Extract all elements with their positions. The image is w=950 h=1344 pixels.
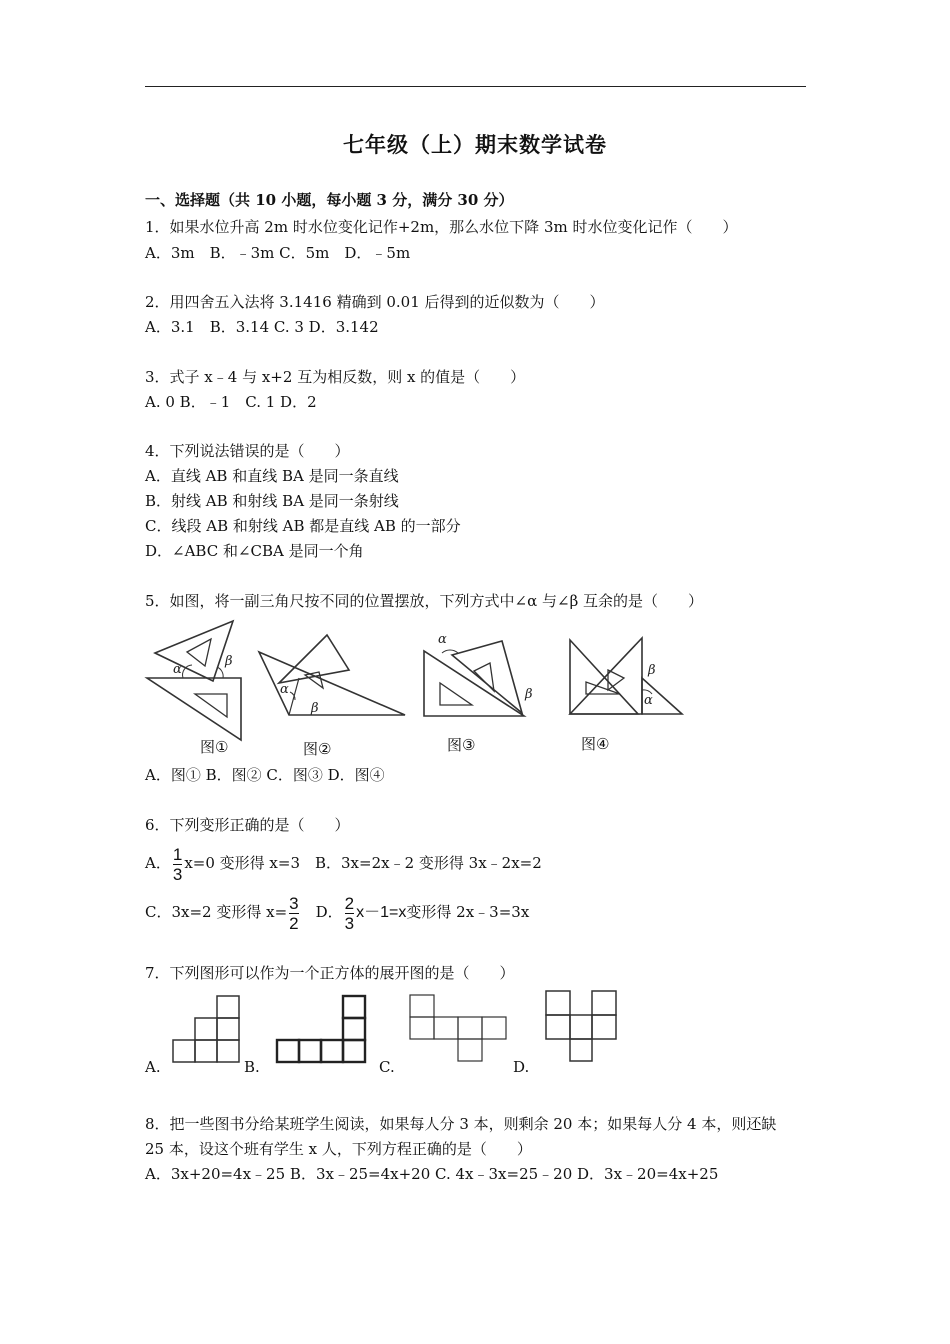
header-rule: [145, 86, 806, 87]
cube-net-b-label: B.: [244, 1058, 260, 1076]
question-3-stem: 3．式子 x﹣4 与 x+2 互为相反数，则 x 的值是（ ）: [145, 368, 526, 386]
question-4-option-b: B．射线 AB 和射线 BA 是同一条射线: [145, 492, 399, 510]
question-4-option-a: A．直线 AB 和直线 BA 是同一条直线: [145, 467, 399, 485]
beta-label: β: [648, 663, 656, 678]
triangle-figure-4: [568, 634, 686, 716]
triangle-figure-1: [145, 615, 245, 740]
triangle-figure-2: [257, 620, 407, 720]
cube-net-b: [273, 994, 367, 1064]
figure-label-4: 图④: [581, 735, 610, 753]
alpha-label: α: [438, 632, 447, 647]
cube-net-d-label: D.: [513, 1058, 530, 1076]
fraction-two-thirds: $\frac{2}{3}$: [344, 893, 355, 933]
question-6-stem: 6．下列变形正确的是（ ）: [145, 816, 350, 834]
question-6-row-cd: C．3x=2 变形得 x= $\frac{3}{2}$ D． $\frac{2}{3}$ x－1=x变形得 2x﹣3=3x: [145, 893, 530, 933]
question-8-stem-line-2: 25 本，设这个班有学生 x 人，下列方程正确的是（ ）: [145, 1140, 532, 1158]
question-4-option-c: C．线段 AB 和射线 AB 都是直线 AB 的一部分: [145, 517, 461, 535]
alpha-label: α: [644, 693, 653, 708]
question-5-options: A．图① B．图② C．图③ D．图④: [145, 766, 385, 784]
question-4-stem: 4．下列说法错误的是（ ）: [145, 442, 350, 460]
triangle-figure-3: [422, 632, 533, 718]
question-1-stem: 1．如果水位升高 2m 时水位变化记作+2m，那么水位下降 3m 时水位变化记作（ ）: [145, 218, 738, 236]
question-1-options: A．3m B．﹣3m C．5m D．﹣5m: [145, 244, 411, 262]
cube-net-a: [171, 995, 243, 1063]
figure-label-2: 图②: [303, 740, 332, 758]
question-6-row-ab: A． $\frac{1}{3}$ x=0 变形得 x=3 B．3x=2x﹣2 变形得 3x﹣2x=2: [145, 844, 542, 884]
question-3-options: A. 0 B．﹣1 C. 1 D．2: [145, 393, 317, 411]
beta-label: β: [525, 687, 533, 702]
question-5-stem: 5．如图，将一副三角尺按不同的位置摆放，下列方式中∠α 与∠β 互余的是（ ）: [145, 592, 704, 610]
cube-net-d: [544, 989, 618, 1063]
page-title: 七年级（上）期末数学试卷: [343, 132, 607, 157]
question-4-option-d: D．∠ABC 和∠CBA 是同一个角: [145, 542, 364, 560]
question-8-stem-line-1: 8．把一些图书分给某班学生阅读，如果每人分 3 本，则剩余 20 本；如果每人分 4 本，则还缺: [145, 1115, 777, 1133]
question-2-stem: 2．用四舍五入法将 3.1416 精确到 0.01 后得到的近似数为（ ）: [145, 293, 605, 311]
cube-net-c: [409, 994, 507, 1064]
cube-net-a-label: A.: [145, 1058, 161, 1076]
section-heading: 一、选择题（共 10 小题，每小题 3 分，满分 30 分）: [145, 191, 514, 209]
fraction-three-halves: $\frac{3}{2}$: [289, 893, 299, 933]
fraction-one-third: $\frac{1}{3}$: [172, 844, 183, 884]
cube-net-c-label: C.: [379, 1058, 395, 1076]
figure-label-1: 图①: [200, 738, 229, 756]
question-2-options: A．3.1 B．3.14 C. 3 D．3.142: [145, 318, 379, 336]
figure-label-3: 图③: [447, 736, 476, 754]
alpha-label: α: [173, 662, 182, 677]
beta-label: β: [311, 701, 319, 716]
alpha-label: α: [280, 682, 289, 697]
question-7-stem: 7．下列图形可以作为一个正方体的展开图的是（ ）: [145, 964, 515, 982]
question-8-options: A．3x+20=4x﹣25 B．3x﹣25=4x+20 C. 4x﹣3x=25﹣20 D．3x﹣20=4x+25: [145, 1165, 719, 1183]
beta-label: β: [225, 654, 233, 669]
